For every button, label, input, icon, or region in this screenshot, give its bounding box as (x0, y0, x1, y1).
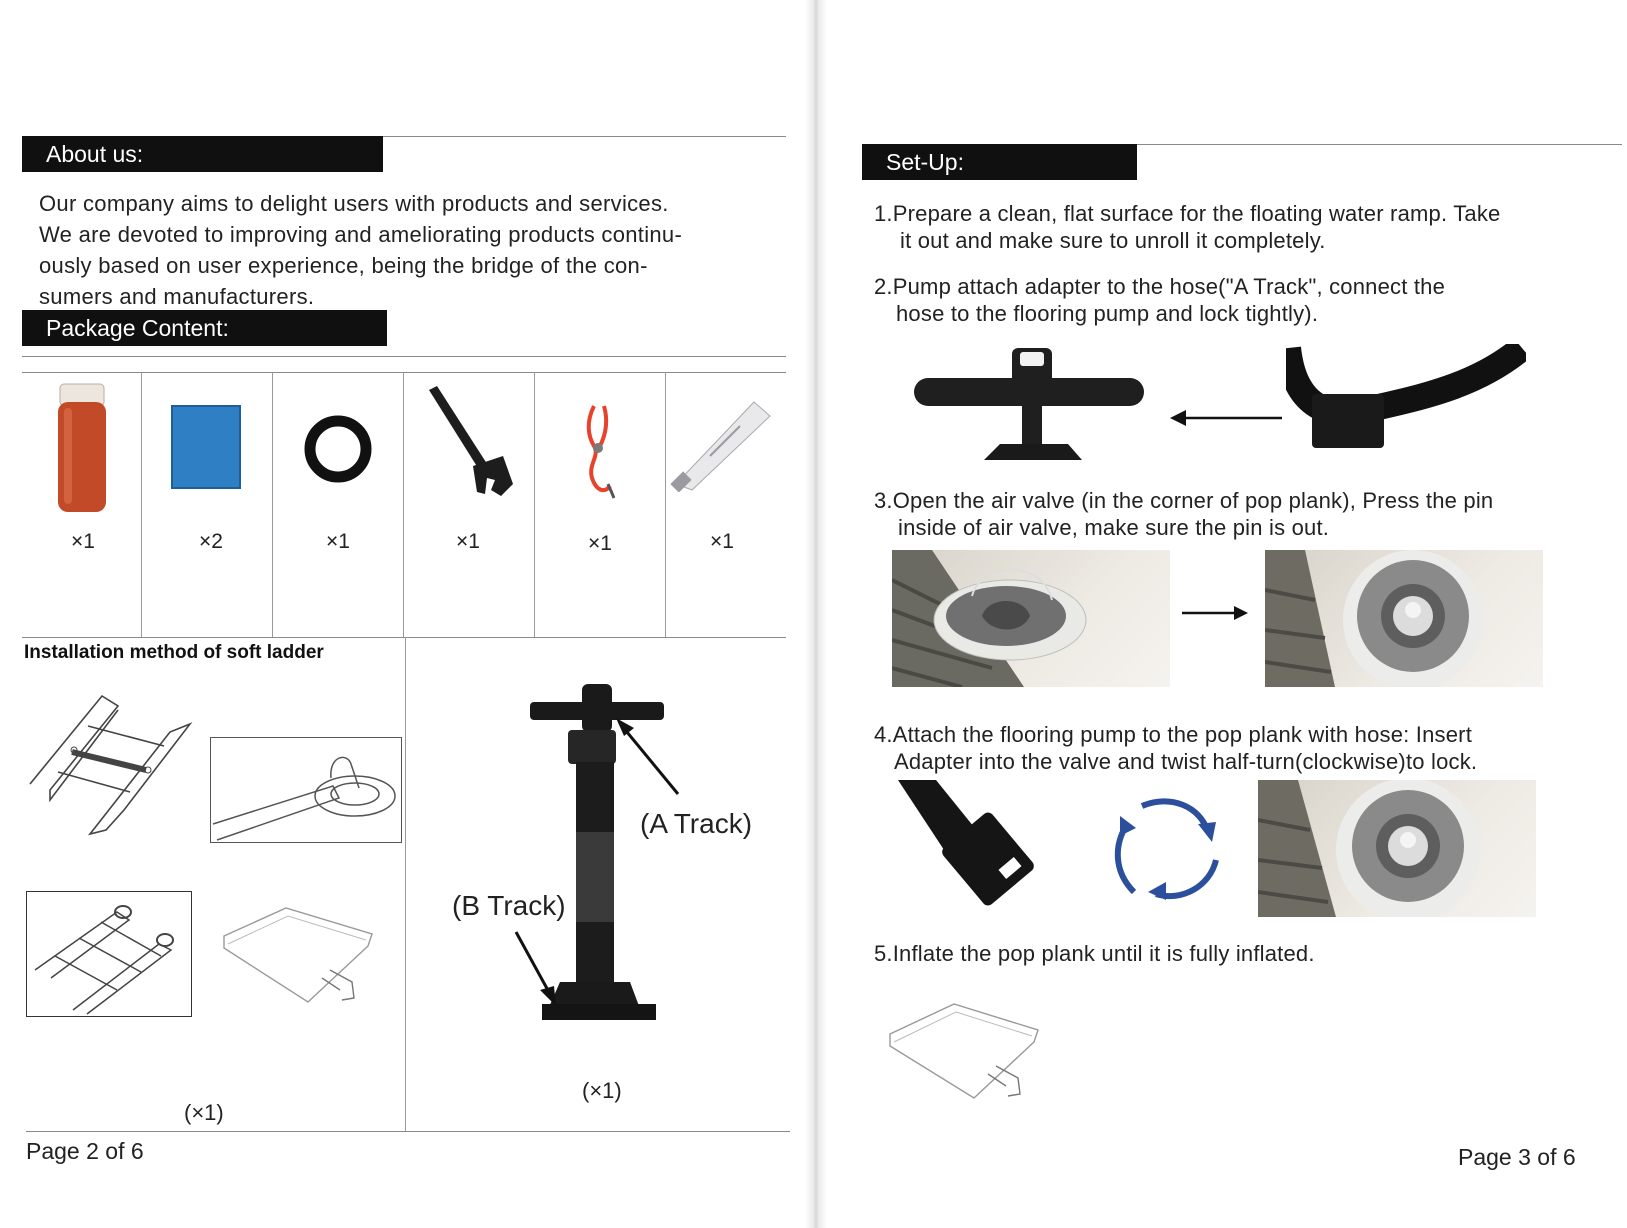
ladder-clipped-frame (26, 891, 192, 1017)
package-heading: Package Content: (22, 310, 387, 346)
valve-open-photo (1265, 550, 1543, 687)
package-rule-bottom (22, 637, 786, 638)
cell-divider (665, 372, 666, 637)
setup-step-5 (874, 940, 1614, 967)
cell-divider (534, 372, 535, 637)
about-line: sumers and manufacturers. (39, 284, 315, 309)
item-qty: ×1 (588, 532, 612, 555)
about-line: Our company aims to delight users with products and services. (39, 191, 669, 216)
glue-tube-icon (670, 396, 776, 492)
b-track-label: (B Track) (452, 890, 566, 921)
soft-ladder-illustration (26, 690, 196, 840)
step-line: 3.Open the air valve (in the corner of pop plank), Press the pin (874, 488, 1494, 513)
item-qty: ×2 (199, 530, 223, 553)
o-ring-icon (302, 413, 374, 485)
rotate-clockwise-icon (1112, 796, 1222, 906)
valve-open-image (1265, 550, 1543, 687)
package-rule-top (22, 356, 786, 357)
item-qty: ×1 (71, 530, 95, 553)
setup-step-1 (874, 200, 1614, 254)
section-divider (405, 637, 406, 1131)
a-track-arrow-icon (612, 716, 682, 796)
item-qty: ×1 (710, 530, 734, 553)
step-line: it out and make sure to unroll it completely. (900, 228, 1326, 253)
pop-plank-with-ladder-illustration (222, 904, 382, 1004)
step-line: 4.Attach the flooring pump to the pop plank with hose: Insert (874, 722, 1473, 747)
valve-wrench-icon (425, 384, 517, 502)
pump-handle-illustration (912, 344, 1148, 460)
valve-closed-photo (892, 550, 1170, 687)
strap-detail-frame (210, 737, 402, 843)
about-heading: About us: (22, 136, 383, 172)
pump-qty: (×1) (582, 1078, 622, 1103)
lanyard-icon (580, 402, 620, 502)
setup-step-3 (874, 487, 1614, 541)
repair-patch-icon (170, 404, 244, 490)
valve-closed-image (892, 550, 1170, 687)
b-track-arrow-icon (512, 928, 562, 1008)
book-spine (805, 0, 827, 1228)
cell-divider (272, 372, 273, 637)
left-arrow-icon (1168, 408, 1284, 428)
right-page-number: Page 3 of 6 (1458, 1144, 1576, 1170)
about-line: ously based on user experience, being the bridge of the con- (39, 253, 648, 278)
about-line: We are devoted to improving and ameliorating products continu- (39, 222, 683, 247)
setup-heading: Set-Up: (862, 144, 1137, 180)
valve-pin-image (1258, 780, 1536, 917)
hose-nozzle-illustration (896, 778, 1052, 906)
ladder-heading: Installation method of soft ladder (24, 642, 324, 663)
adhesive-tube-icon (52, 382, 112, 516)
left-page-number: Page 2 of 6 (26, 1138, 144, 1164)
setup-step-4 (874, 721, 1619, 775)
item-qty: ×1 (326, 530, 350, 553)
ladder-clipped-illustration (27, 892, 191, 1016)
right-arrow-icon (1180, 604, 1250, 622)
item-qty: ×1 (456, 530, 480, 553)
step-line: Adapter into the valve and twist half-turn(clockwise)to lock. (894, 749, 1478, 774)
ladder-qty: (×1) (184, 1100, 224, 1125)
left-bottom-rule (26, 1131, 790, 1132)
cell-divider (141, 372, 142, 637)
setup-step-2 (874, 273, 1614, 327)
about-text (39, 188, 799, 312)
step-line: inside of air valve, make sure the pin is out. (898, 515, 1330, 540)
step-line: 1.Prepare a clean, flat surface for the floating water ramp. Take (874, 201, 1501, 226)
step-line: 2.Pump attach adapter to the hose("A Track", connect the (874, 274, 1446, 299)
hose-adapter-illustration (1286, 344, 1526, 452)
step-line: 5.Inflate the pop plank until it is fully inflated. (874, 941, 1315, 966)
cell-divider (403, 372, 404, 637)
step-line: hose to the flooring pump and lock tightly). (896, 301, 1319, 326)
valve-pin-photo (1258, 780, 1536, 917)
package-rule-2 (22, 372, 786, 373)
strap-attach-illustration (211, 738, 401, 842)
inflated-pop-plank-illustration (888, 1000, 1048, 1100)
a-track-label: (A Track) (640, 808, 753, 839)
